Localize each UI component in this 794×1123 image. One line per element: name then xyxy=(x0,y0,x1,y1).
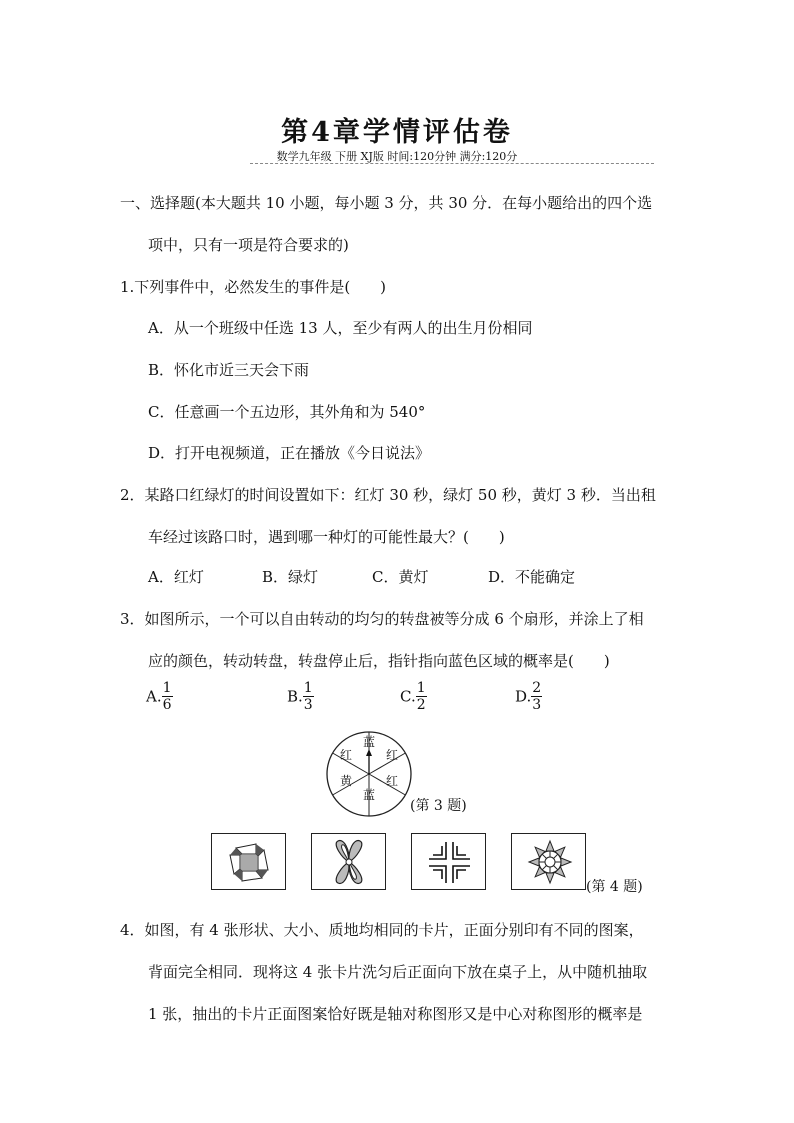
section-heading: 一、选择题(本大题共 10 小题，每小题 3 分，共 30 分．在每小题给出的四个选 xyxy=(120,194,653,212)
spinner-label-lower-right: 红 xyxy=(385,774,399,788)
pattern-card-2 xyxy=(311,833,386,890)
question-1-option-b: B．怀化市近三天会下雨 xyxy=(148,361,310,379)
question-1-option-a: A．从一个班级中任选 13 人，至少有两人的出生月份相同 xyxy=(148,319,533,337)
figure-4-caption: (第 4 题) xyxy=(586,879,643,895)
spinner-label-upper-left: 红 xyxy=(339,748,353,762)
spinner-label-lower-left: 黄 xyxy=(339,774,353,788)
question-2-stem: 2．某路口红绿灯的时间设置如下：红灯 30 秒，绿灯 50 秒，黄灯 3 秒．当出租 xyxy=(120,486,656,504)
question-1-stem: 1.下列事件中，必然发生的事件是( ) xyxy=(120,278,387,296)
question-3-option-d: D. $\frac{2}{3}$ xyxy=(515,680,542,713)
page-subtitle: 数学九年级 下册 XJ版 时间:120分钟 满分:120分 xyxy=(276,150,518,163)
header-divider xyxy=(250,163,654,164)
question-3-option-c: C. $\frac{1}{2}$ xyxy=(400,680,426,713)
question-2-option-a: A．红灯 xyxy=(148,568,204,586)
section-heading-continued: 项中，只有一项是符合要求的) xyxy=(148,236,349,254)
cross-corners-pattern-icon xyxy=(412,834,487,891)
spinner-label-top: 蓝 xyxy=(362,735,376,749)
question-2-stem-continued: 车经过该路口时，遇到哪一种灯的可能性最大？( ) xyxy=(148,528,505,546)
spinner-label-bottom: 蓝 xyxy=(362,788,376,802)
question-4-stem: 4．如图，有 4 张形状、大小、质地均相同的卡片，正面分别印有不同的图案， xyxy=(120,921,644,939)
question-2-option-b: B．绿灯 xyxy=(262,568,319,586)
question-3-option-b: B. $\frac{1}{3}$ xyxy=(287,680,313,713)
pattern-card-1 xyxy=(211,833,286,890)
question-3-stem: 3．如图所示，一个可以自由转动的均匀的转盘被等分成 6 个扇形，并涂上了相 xyxy=(120,610,644,628)
question-1-option-d: D．打开电视频道，正在播放《今日说法》 xyxy=(148,444,431,462)
question-1-option-c: C．任意画一个五边形，其外角和为 540° xyxy=(148,403,426,421)
flower-pattern-icon xyxy=(512,834,587,891)
pinwheel-pattern-icon xyxy=(212,834,287,891)
spinner-label-upper-right: 红 xyxy=(385,748,399,762)
question-2-option-c: C．黄灯 xyxy=(372,568,429,586)
spinner-wheel-figure xyxy=(324,729,414,819)
four-petal-knot-pattern-icon xyxy=(312,834,387,891)
page-title: 第4章学情评估卷 xyxy=(281,117,513,148)
figure-3-caption: (第 3 题) xyxy=(410,798,467,814)
question-4-stem-continued-2: 1 张，抽出的卡片正面图案恰好既是轴对称图形又是中心对称图形的概率是 xyxy=(148,1005,643,1023)
question-4-stem-continued: 背面完全相同．现将这 4 张卡片洗匀后正面向下放在桌子上，从中随机抽取 xyxy=(148,963,648,981)
pattern-card-4 xyxy=(511,833,586,890)
question-2-option-d: D．不能确定 xyxy=(488,568,576,586)
question-3-option-a: A. $\frac{1}{6}$ xyxy=(146,680,172,713)
question-3-stem-continued: 应的颜色，转动转盘，转盘停止后，指针指向蓝色区域的概率是( ) xyxy=(148,652,610,670)
pattern-card-3 xyxy=(411,833,486,890)
